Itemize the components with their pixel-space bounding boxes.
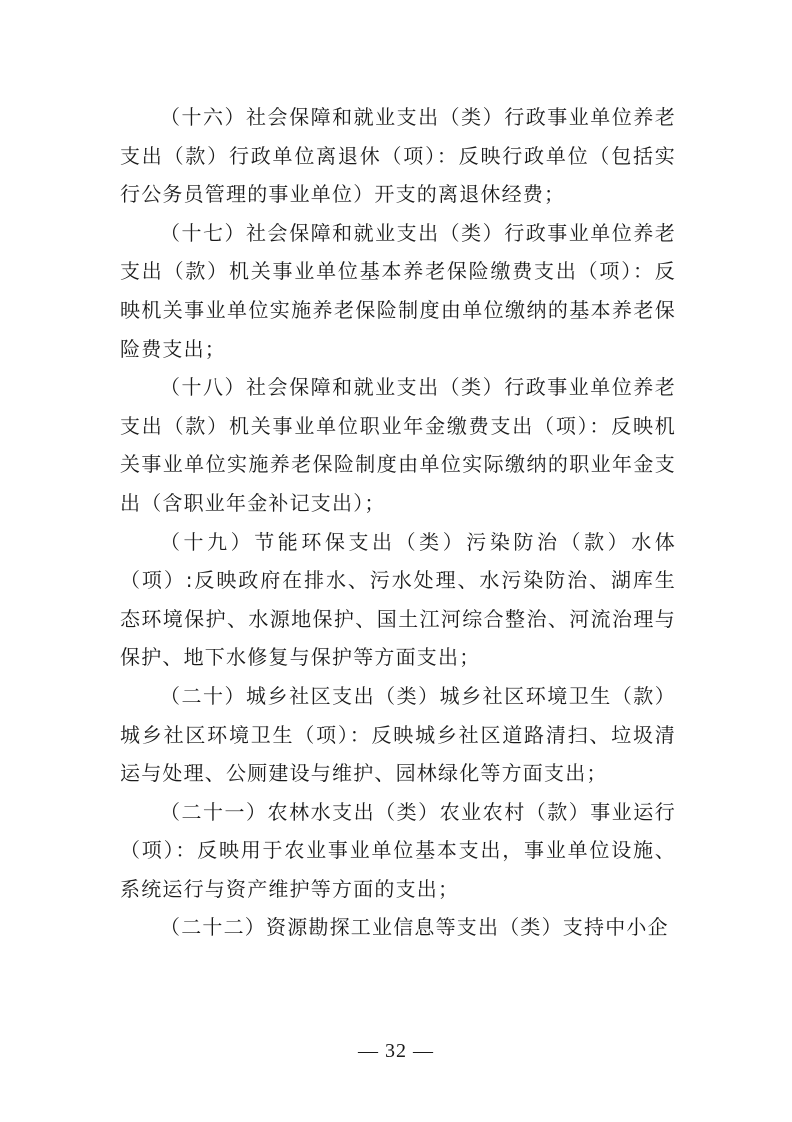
document-body bbox=[120, 98, 676, 947]
paragraph-16: （十六）社会保障和就业支出（类）行政事业单位养老支出（款）行政单位离退休（项）：反映行政单位（包括实行公务员管理的事业单位）开支的离退休经费； bbox=[120, 105, 676, 207]
paragraph-21: （二十一）农林水支出（类）农业农村（款）事业运行（项）：反映用于农业事业单位基本支出，事业单位设施、系统运行与资产维护等方面的支出； bbox=[120, 799, 676, 901]
page-number: — 32 — bbox=[358, 1040, 434, 1062]
paragraph-22: （二十二）资源勘探工业信息等支出（类）支持中小企 bbox=[160, 915, 669, 940]
paragraph-18: （十八）社会保障和就业支出（类）行政事业单位养老支出（款）机关事业单位职业年金缴费支出（项）：反映机关事业单位实施养老保险制度由单位实际缴纳的职业年金支出（含职业年金补记支出）； bbox=[120, 375, 676, 515]
paragraph-20: （二十）城乡社区支出（类）城乡社区环境卫生（款）城乡社区环境卫生（项）：反映城乡社区道路清扫、垃圾清运与处理、公厕建设与维护、园林绿化等方面支出； bbox=[120, 683, 676, 786]
paragraph-17: （十七）社会保障和就业支出（类）行政事业单位养老支出（款）机关事业单位基本养老保险缴费支出（项）：反映机关事业单位实施养老保险制度由单位缴纳的基本养老保险费支出； bbox=[120, 220, 676, 361]
paragraph-19: （十九）节能环保支出（类）污染防治（款）水体（项）:反映政府在排水、污水处理、水污染防治、湖库生态环境保护、水源地保护、国土江河综合整治、河流治理与保护、地下水修复与保护等方面支出； bbox=[120, 529, 676, 670]
